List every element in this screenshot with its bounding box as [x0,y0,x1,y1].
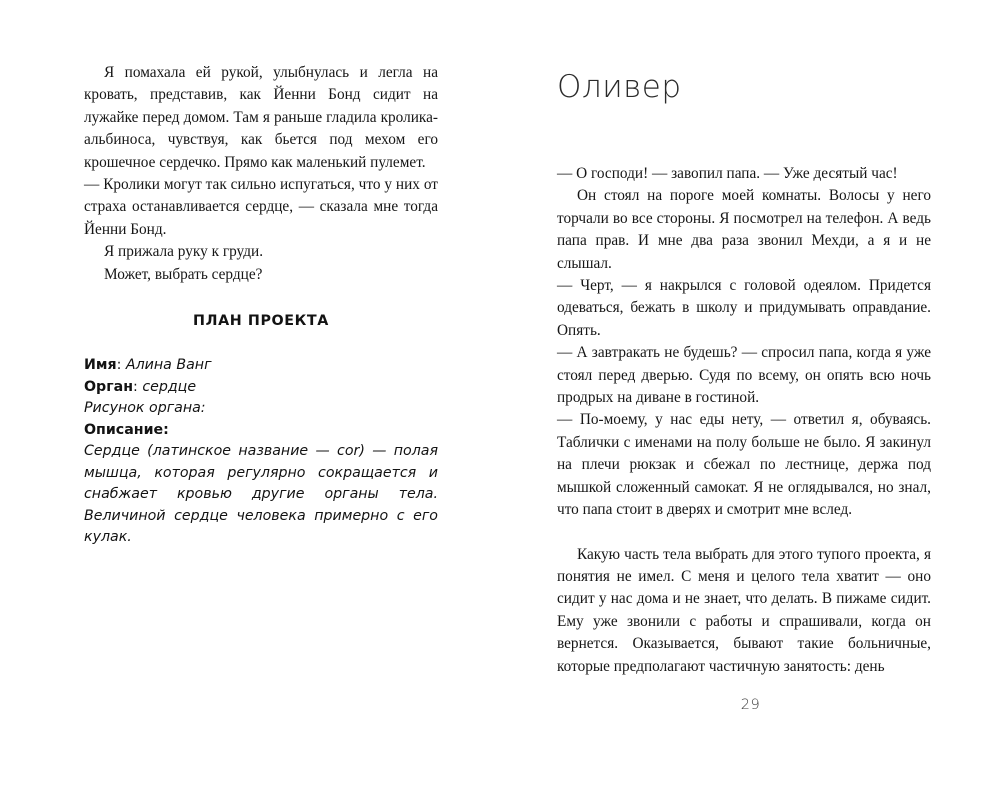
right-page [500,0,1001,795]
plan-field-name-label: Имя [84,357,117,374]
paragraph: Я прижала руку к груди. [104,243,264,261]
paragraph: — А завтракать не будешь? — спросил папа, когда я уже стоял перед дверью. Судя по всему, он опять всю ночь продрых на диване в гостиной. [557,344,931,407]
paragraph: Я помахала ей рукой, улыбнулась и легла на кровать, представив, как Йенни Бонд сидит на лужайке перед домом. Там я раньше гладила кролика-альбиноса, чувствуя, как бьется под мехом его крошечное сердечко. Прямо как маленький пулемет. [84,64,438,171]
plan-field-name-separator: : [116,357,126,374]
plan-field-drawing-label: Рисунок органа: [84,400,206,417]
plan-field-name [84,355,438,377]
chapter-title: Оливер [557,69,682,105]
paragraph: — По-моему, у нас еды нету, — ответил я, обуваясь. Таблички с именами на полу больше не было. Я закинул на плечи рюкзак и сбежал по лестнице, держа под мышкой сложенный самокат. Я не оглядывался, но знал, что папа стоит в дверях и смотрит мне вслед. [557,411,931,519]
paragraph: — Кролики могут так сильно испугаться, что у них от страха останавливается сердце, — сказала мне тогда Йенни Бонд. [84,176,438,238]
project-plan-block [84,313,438,549]
plan-field-organ-value: сердце [142,378,197,395]
paragraph: — Черт, — я накрылся с головой одеялом. Придется одеваться, бежать в школу и придумывать оправдание. Опять. [557,277,931,339]
plan-description-text [84,441,438,549]
plan-field-organ-separator: : [133,378,143,395]
paragraph: Он стоял на пороге моей комнаты. Волосы у него торчали во все стороны. Я посмотрел на телефон. А ведь папа прав. И мне два раза звонил Мехди, а я и не слышал. [557,187,931,272]
plan-field-organ [84,377,438,399]
left-text-column [84,62,438,549]
paragraph: Какую часть тела выбрать для этого тупого проекта, я понятия не имел. С меня и целого тела хватит — оно сидит у нас дома и не знает, что делать. В пижаме сидит. Ему уже звонили с работы и спрашивали, когда он вернется. Оказывается, бывают такие больничные, которые предполагают частичную занятость: день [557,545,931,675]
project-plan-heading: ПЛАН ПРОЕКТА [193,313,329,330]
plan-field-name-value: Алина Ванг [125,357,212,374]
plan-field-organ-label: Орган [84,378,134,395]
plan-description-before: Сердце ( [84,443,153,460]
paragraph: — О господи! — завопил папа. — Уже десятый час! [557,165,898,182]
page-number: 29 [740,697,761,713]
plan-description-label-text: Описание: [84,421,169,438]
left-page [0,0,500,795]
plan-field-description-label [84,420,438,442]
right-text-column [557,163,931,678]
plan-description-latin: латинское название — cor [152,443,360,460]
paragraph: Может, выбрать сердце? [104,265,263,283]
plan-description-after: ) — полая мышца, которая регулярно сокращается и снабжает кровью другие органы тела. Величиной сердце человека примерно с его кулак. [84,443,438,546]
